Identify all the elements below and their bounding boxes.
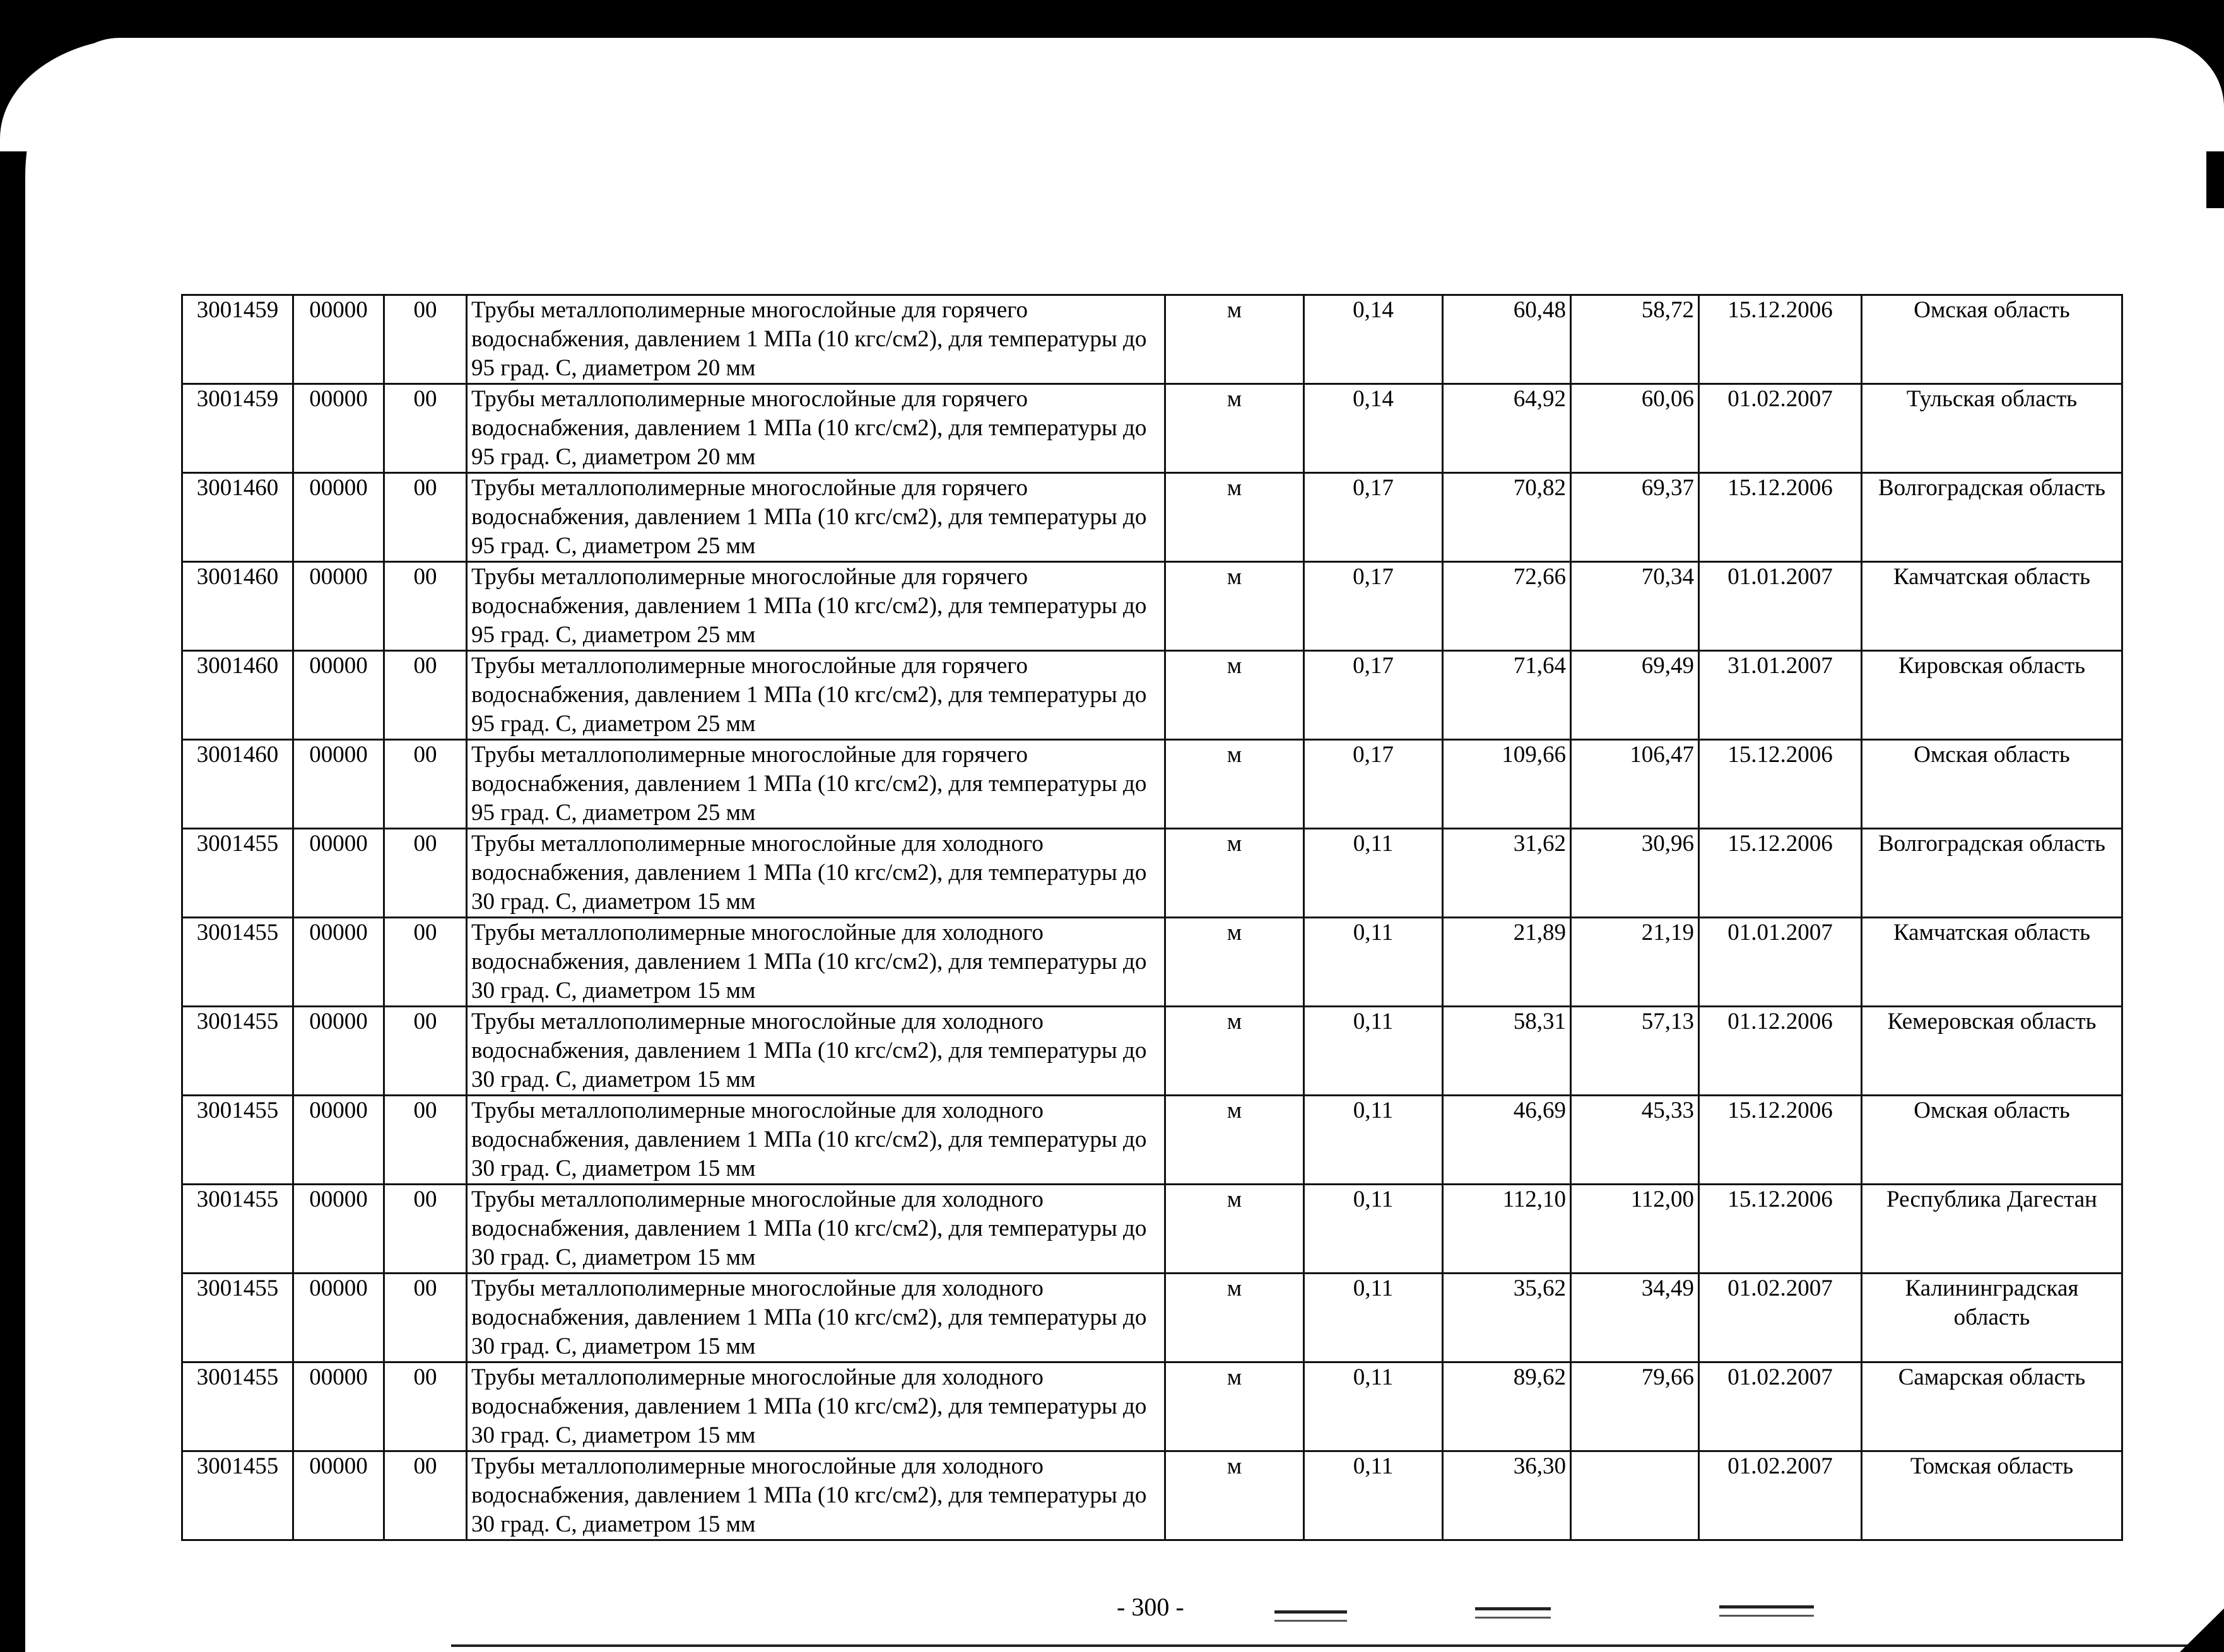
cell-index: 00 — [384, 1274, 467, 1362]
cell-region: Тульская область — [1862, 384, 2122, 473]
cell-index: 00 — [384, 295, 467, 384]
cell-unit: м — [1165, 295, 1304, 384]
cell-subcode: 00000 — [293, 1007, 384, 1096]
cell-index: 00 — [384, 651, 467, 740]
cell-norm: 0,17 — [1304, 562, 1443, 651]
cell-price-1: 109,66 — [1443, 740, 1571, 829]
cell-description: Трубы металлополимерные многослойные для горячего водоснабжения, давлением 1 МПа (10 кгс/см2), для температуры до 95 град. С, диаметром 25 мм — [467, 651, 1165, 740]
cell-region: Волгоградская область — [1862, 829, 2122, 918]
cell-subcode: 00000 — [293, 562, 384, 651]
cell-price-2: 112,00 — [1571, 1185, 1699, 1274]
cell-date: 15.12.2006 — [1699, 295, 1862, 384]
cell-norm: 0,14 — [1304, 384, 1443, 473]
cell-price-2: 70,34 — [1571, 562, 1699, 651]
cell-unit: м — [1165, 562, 1304, 651]
cell-unit: м — [1165, 1362, 1304, 1451]
cell-region: Камчатская область — [1862, 562, 2122, 651]
cell-description: Трубы металлополимерные многослойные для холодного водоснабжения, давлением 1 МПа (10 кгс/см2), для температуры до 30 град. С, диаметром 15 мм — [467, 829, 1165, 918]
cell-unit: м — [1165, 1185, 1304, 1274]
cell-date: 15.12.2006 — [1699, 829, 1862, 918]
cell-date: 01.02.2007 — [1699, 1451, 1862, 1540]
cell-date: 01.01.2007 — [1699, 562, 1862, 651]
cell-subcode: 00000 — [293, 918, 384, 1007]
cell-price-1: 58,31 — [1443, 1007, 1571, 1096]
cell-region: Калининградская область — [1862, 1274, 2122, 1362]
cell-index: 00 — [384, 1096, 467, 1185]
cell-subcode: 00000 — [293, 1185, 384, 1274]
cell-region: Республика Дагестан — [1862, 1185, 2122, 1274]
cell-norm: 0,11 — [1304, 829, 1443, 918]
cell-subcode: 00000 — [293, 1451, 384, 1540]
cell-price-1: 35,62 — [1443, 1274, 1571, 1362]
cell-index: 00 — [384, 1007, 467, 1096]
table-row — [182, 740, 2122, 829]
cell-norm: 0,11 — [1304, 1096, 1443, 1185]
cell-description: Трубы металлополимерные многослойные для холодного водоснабжения, давлением 1 МПа (10 кгс/см2), для температуры до 30 град. С, диаметром 15 мм — [467, 1096, 1165, 1185]
table-row — [182, 829, 2122, 918]
cell-code: 3001455 — [182, 1362, 293, 1451]
cell-price-2: 58,72 — [1571, 295, 1699, 384]
cell-subcode: 00000 — [293, 384, 384, 473]
cell-price-2: 57,13 — [1571, 1007, 1699, 1096]
cell-price-2: 45,33 — [1571, 1096, 1699, 1185]
cell-description: Трубы металлополимерные многослойные для холодного водоснабжения, давлением 1 МПа (10 кгс/см2), для температуры до 30 град. С, диаметром 15 мм — [467, 1007, 1165, 1096]
table-row — [182, 1274, 2122, 1362]
cell-code: 3001460 — [182, 473, 293, 562]
cell-index: 00 — [384, 829, 467, 918]
cell-date: 01.02.2007 — [1699, 384, 1862, 473]
cell-code: 3001455 — [182, 1274, 293, 1362]
cell-code: 3001455 — [182, 918, 293, 1007]
cell-description: Трубы металлополимерные многослойные для горячего водоснабжения, давлением 1 МПа (10 кгс/см2), для температуры до 95 град. С, диаметром 25 мм — [467, 562, 1165, 651]
cell-date: 01.01.2007 — [1699, 918, 1862, 1007]
signature-mark-1 — [1274, 1610, 1347, 1622]
cell-norm: 0,17 — [1304, 473, 1443, 562]
cell-price-1: 21,89 — [1443, 918, 1571, 1007]
cell-region: Камчатская область — [1862, 918, 2122, 1007]
page-number: - 300 - — [1117, 1593, 1184, 1621]
cell-unit: м — [1165, 473, 1304, 562]
cell-price-1: 70,82 — [1443, 473, 1571, 562]
cell-price-2: 60,06 — [1571, 384, 1699, 473]
cell-norm: 0,11 — [1304, 1007, 1443, 1096]
cell-unit: м — [1165, 651, 1304, 740]
cell-description: Трубы металлополимерные многослойные для холодного водоснабжения, давлением 1 МПа (10 кгс/см2), для температуры до 30 град. С, диаметром 15 мм — [467, 1185, 1165, 1274]
cell-description: Трубы металлополимерные многослойные для горячего водоснабжения, давлением 1 МПа (10 кгс/см2), для температуры до 95 град. С, диаметром 25 мм — [467, 473, 1165, 562]
cell-price-1: 112,10 — [1443, 1185, 1571, 1274]
cell-code: 3001455 — [182, 829, 293, 918]
table-row — [182, 1096, 2122, 1185]
cell-price-2: 79,66 — [1571, 1362, 1699, 1451]
table-row — [182, 918, 2122, 1007]
cell-price-2: 106,47 — [1571, 740, 1699, 829]
cell-unit: м — [1165, 740, 1304, 829]
cell-norm: 0,17 — [1304, 651, 1443, 740]
cell-code: 3001460 — [182, 651, 293, 740]
cell-unit: м — [1165, 829, 1304, 918]
cell-subcode: 00000 — [293, 1096, 384, 1185]
cell-unit: м — [1165, 1007, 1304, 1096]
cell-description: Трубы металлополимерные многослойные для горячего водоснабжения, давлением 1 МПа (10 кгс/см2), для температуры до 95 град. С, диаметром 25 мм — [467, 740, 1165, 829]
page-bottom-rule — [451, 1644, 2192, 1647]
table-row — [182, 1185, 2122, 1274]
cell-subcode: 00000 — [293, 473, 384, 562]
cell-description: Трубы металлополимерные многослойные для горячего водоснабжения, давлением 1 МПа (10 кгс/см2), для температуры до 95 град. С, диаметром 20 мм — [467, 295, 1165, 384]
cell-price-1: 71,64 — [1443, 651, 1571, 740]
cell-subcode: 00000 — [293, 295, 384, 384]
cell-norm: 0,11 — [1304, 1185, 1443, 1274]
cell-norm: 0,14 — [1304, 295, 1443, 384]
cell-price-2: 69,37 — [1571, 473, 1699, 562]
cell-unit: м — [1165, 1096, 1304, 1185]
page-edge — [0, 38, 2224, 151]
cell-price-1: 64,92 — [1443, 384, 1571, 473]
table-row — [182, 295, 2122, 384]
cell-subcode: 00000 — [293, 651, 384, 740]
cell-index: 00 — [384, 384, 467, 473]
cell-region: Томская область — [1862, 1451, 2122, 1540]
cell-description: Трубы металлополимерные многослойные для холодного водоснабжения, давлением 1 МПа (10 кгс/см2), для температуры до 30 град. С, диаметром 15 мм — [467, 1451, 1165, 1540]
cell-index: 00 — [384, 473, 467, 562]
cell-code: 3001455 — [182, 1185, 293, 1274]
cell-description: Трубы металлополимерные многослойные для холодного водоснабжения, давлением 1 МПа (10 кгс/см2), для температуры до 30 град. С, диаметром 15 мм — [467, 1362, 1165, 1451]
cell-norm: 0,11 — [1304, 1274, 1443, 1362]
cell-date: 31.01.2007 — [1699, 651, 1862, 740]
cell-description: Трубы металлополимерные многослойные для холодного водоснабжения, давлением 1 МПа (10 кгс/см2), для температуры до 30 град. С, диаметром 15 мм — [467, 918, 1165, 1007]
price-table — [181, 294, 2123, 1541]
cell-code: 3001455 — [182, 1451, 293, 1540]
cell-date: 15.12.2006 — [1699, 1185, 1862, 1274]
cell-code: 3001459 — [182, 384, 293, 473]
cell-index: 00 — [384, 918, 467, 1007]
table-row — [182, 651, 2122, 740]
table-row — [182, 1451, 2122, 1540]
cell-price-1: 72,66 — [1443, 562, 1571, 651]
cell-unit: м — [1165, 1451, 1304, 1540]
cell-price-1: 46,69 — [1443, 1096, 1571, 1185]
cell-price-1: 31,62 — [1443, 829, 1571, 918]
table-body — [182, 295, 2122, 1540]
table-row — [182, 473, 2122, 562]
cell-region: Кировская область — [1862, 651, 2122, 740]
cell-price-2: 34,49 — [1571, 1274, 1699, 1362]
cell-date: 01.02.2007 — [1699, 1362, 1862, 1451]
cell-price-2 — [1571, 1451, 1699, 1540]
cell-code: 3001455 — [182, 1096, 293, 1185]
cell-code: 3001455 — [182, 1007, 293, 1096]
cell-code: 3001460 — [182, 562, 293, 651]
cell-unit: м — [1165, 384, 1304, 473]
cell-date: 15.12.2006 — [1699, 740, 1862, 829]
cell-region: Волгоградская область — [1862, 473, 2122, 562]
cell-norm: 0,11 — [1304, 1362, 1443, 1451]
cell-index: 00 — [384, 1362, 467, 1451]
cell-subcode: 00000 — [293, 740, 384, 829]
cell-region: Кемеровская область — [1862, 1007, 2122, 1096]
table-row — [182, 562, 2122, 651]
table-row — [182, 384, 2122, 473]
cell-code: 3001459 — [182, 295, 293, 384]
cell-region: Омская область — [1862, 740, 2122, 829]
cell-date: 01.02.2007 — [1699, 1274, 1862, 1362]
cell-price-2: 21,19 — [1571, 918, 1699, 1007]
cell-norm: 0,11 — [1304, 1451, 1443, 1540]
cell-price-2: 69,49 — [1571, 651, 1699, 740]
cell-description: Трубы металлополимерные многослойные для холодного водоснабжения, давлением 1 МПа (10 кгс/см2), для температуры до 30 град. С, диаметром 15 мм — [467, 1274, 1165, 1362]
cell-date: 01.12.2006 — [1699, 1007, 1862, 1096]
cell-region: Омская область — [1862, 295, 2122, 384]
page-edge-left — [25, 38, 151, 1652]
cell-index: 00 — [384, 562, 467, 651]
signature-mark-3 — [1719, 1605, 1814, 1617]
cell-unit: м — [1165, 1274, 1304, 1362]
cell-subcode: 00000 — [293, 829, 384, 918]
cell-subcode: 00000 — [293, 1362, 384, 1451]
cell-region: Самарская область — [1862, 1362, 2122, 1451]
cell-norm: 0,11 — [1304, 918, 1443, 1007]
cell-price-2: 30,96 — [1571, 829, 1699, 918]
signature-mark-2 — [1475, 1607, 1551, 1619]
cell-price-1: 60,48 — [1443, 295, 1571, 384]
cell-index: 00 — [384, 1185, 467, 1274]
cell-index: 00 — [384, 1451, 467, 1540]
cell-subcode: 00000 — [293, 1274, 384, 1362]
cell-region: Омская область — [1862, 1096, 2122, 1185]
cell-norm: 0,17 — [1304, 740, 1443, 829]
cell-price-1: 36,30 — [1443, 1451, 1571, 1540]
table-row — [182, 1007, 2122, 1096]
cell-price-1: 89,62 — [1443, 1362, 1571, 1451]
cell-code: 3001460 — [182, 740, 293, 829]
cell-index: 00 — [384, 740, 467, 829]
cell-date: 15.12.2006 — [1699, 473, 1862, 562]
cell-date: 15.12.2006 — [1699, 1096, 1862, 1185]
table-row — [182, 1362, 2122, 1451]
cell-description: Трубы металлополимерные многослойные для горячего водоснабжения, давлением 1 МПа (10 кгс/см2), для температуры до 95 град. С, диаметром 20 мм — [467, 384, 1165, 473]
cell-unit: м — [1165, 918, 1304, 1007]
